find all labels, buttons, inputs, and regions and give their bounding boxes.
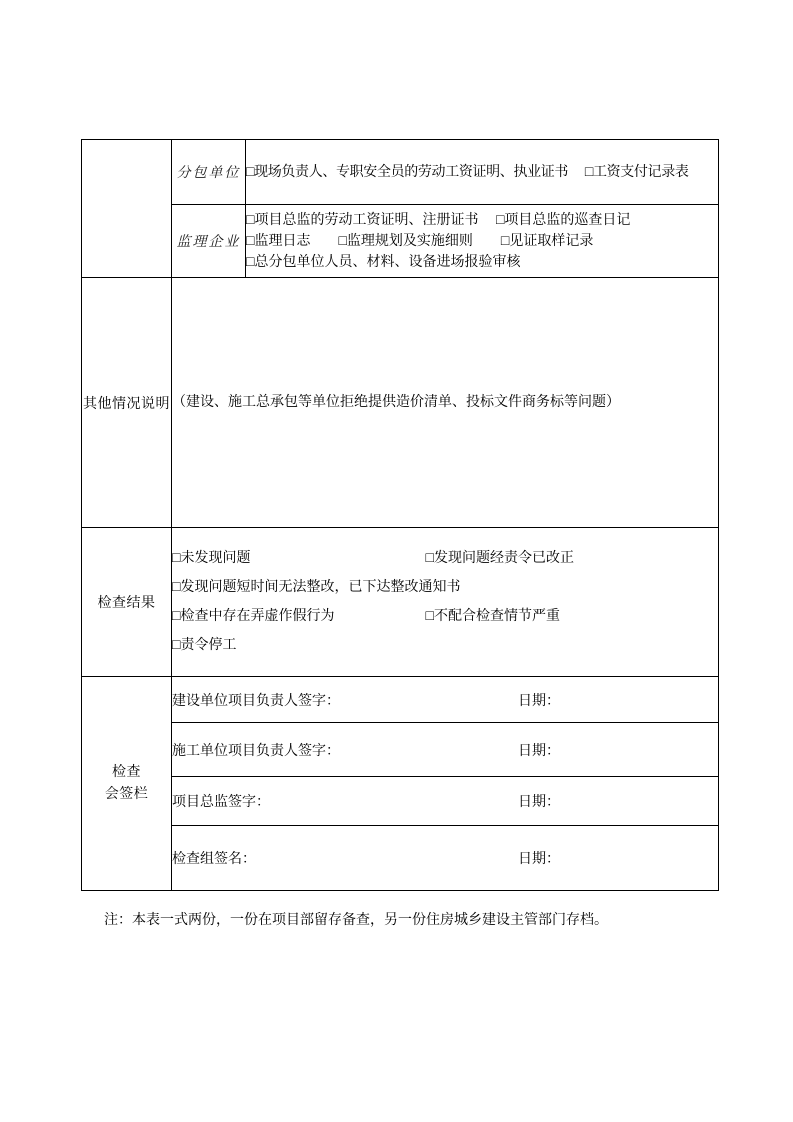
unit-category-empty-cell — [82, 140, 172, 278]
sign-row — [172, 777, 719, 826]
checkbox-option: □未发现问题 — [172, 551, 251, 566]
result-option-line — [172, 631, 718, 660]
inspection-result-label: 检查结果 — [82, 528, 172, 677]
construction-owner-sign-label: 建设单位项目负责人签字： — [172, 693, 340, 709]
footnote: 注：本表一式两份，一份在项目部留存备查，另一份住房城乡建设主管部门存档。 — [104, 913, 608, 928]
chief-supervisor-sign-label: 项目总监签字： — [172, 795, 270, 810]
result-option-line — [172, 602, 718, 631]
inspection-team-sign-label: 检查组签名： — [172, 852, 256, 867]
checkbox-option-line: □监理日志 □监理规划及实施细则 □见证取样记录 — [246, 233, 594, 249]
checkbox-option: □责令停工 — [172, 638, 237, 653]
supervision-doc-options-cell — [246, 205, 719, 278]
checkbox-option: □不配合检查情节严重 — [425, 609, 560, 624]
inspection-form-table — [81, 139, 719, 891]
date-label: 日期： — [518, 852, 560, 867]
date-label: 日期： — [518, 693, 560, 709]
checkbox-option: □检查中存在弄虚作假行为 — [172, 609, 335, 624]
other-situation-content-cell — [172, 278, 719, 528]
checkbox-option: □发现问题短时间无法整改，已下达整改通知书 — [172, 580, 461, 595]
sign-section-label-line1: 检查 — [112, 764, 141, 780]
subcontractor-unit-label: 分包单位 — [172, 140, 246, 205]
date-label: 日期： — [518, 743, 560, 759]
other-situation-label: 其他情况说明 — [82, 278, 172, 528]
supervision-enterprise-label: 监理企业 — [172, 205, 246, 278]
date-label: 日期： — [518, 795, 560, 810]
subcontractor-doc-options-cell — [246, 140, 719, 205]
checkbox-option: □发现问题经责令已改正 — [425, 551, 574, 566]
sign-row — [172, 826, 719, 891]
inspection-result-options-cell — [172, 528, 719, 677]
contractor-sign-label: 施工单位项目负责人签字： — [172, 743, 340, 759]
sign-row — [172, 723, 719, 777]
other-situation-note: （建设、施工总承包等单位拒绝提供造价清单、投标文件商务标等问题） — [172, 395, 620, 410]
sign-row — [172, 677, 719, 723]
checkbox-option-line: □现场负责人、专职安全员的劳动工资证明、执业证书 □工资支付记录表 — [246, 164, 689, 180]
checkbox-option-line: □项目总监的劳动工资证明、注册证书 □项目总监的巡查日记 — [246, 212, 631, 228]
checkbox-option-line: □总分包单位人员、材料、设备进场报验审核 — [246, 254, 521, 270]
result-option-line — [172, 573, 718, 602]
result-option-line — [172, 544, 718, 573]
sign-section-label — [82, 677, 172, 891]
sign-section-label-line2: 会签栏 — [104, 786, 149, 802]
